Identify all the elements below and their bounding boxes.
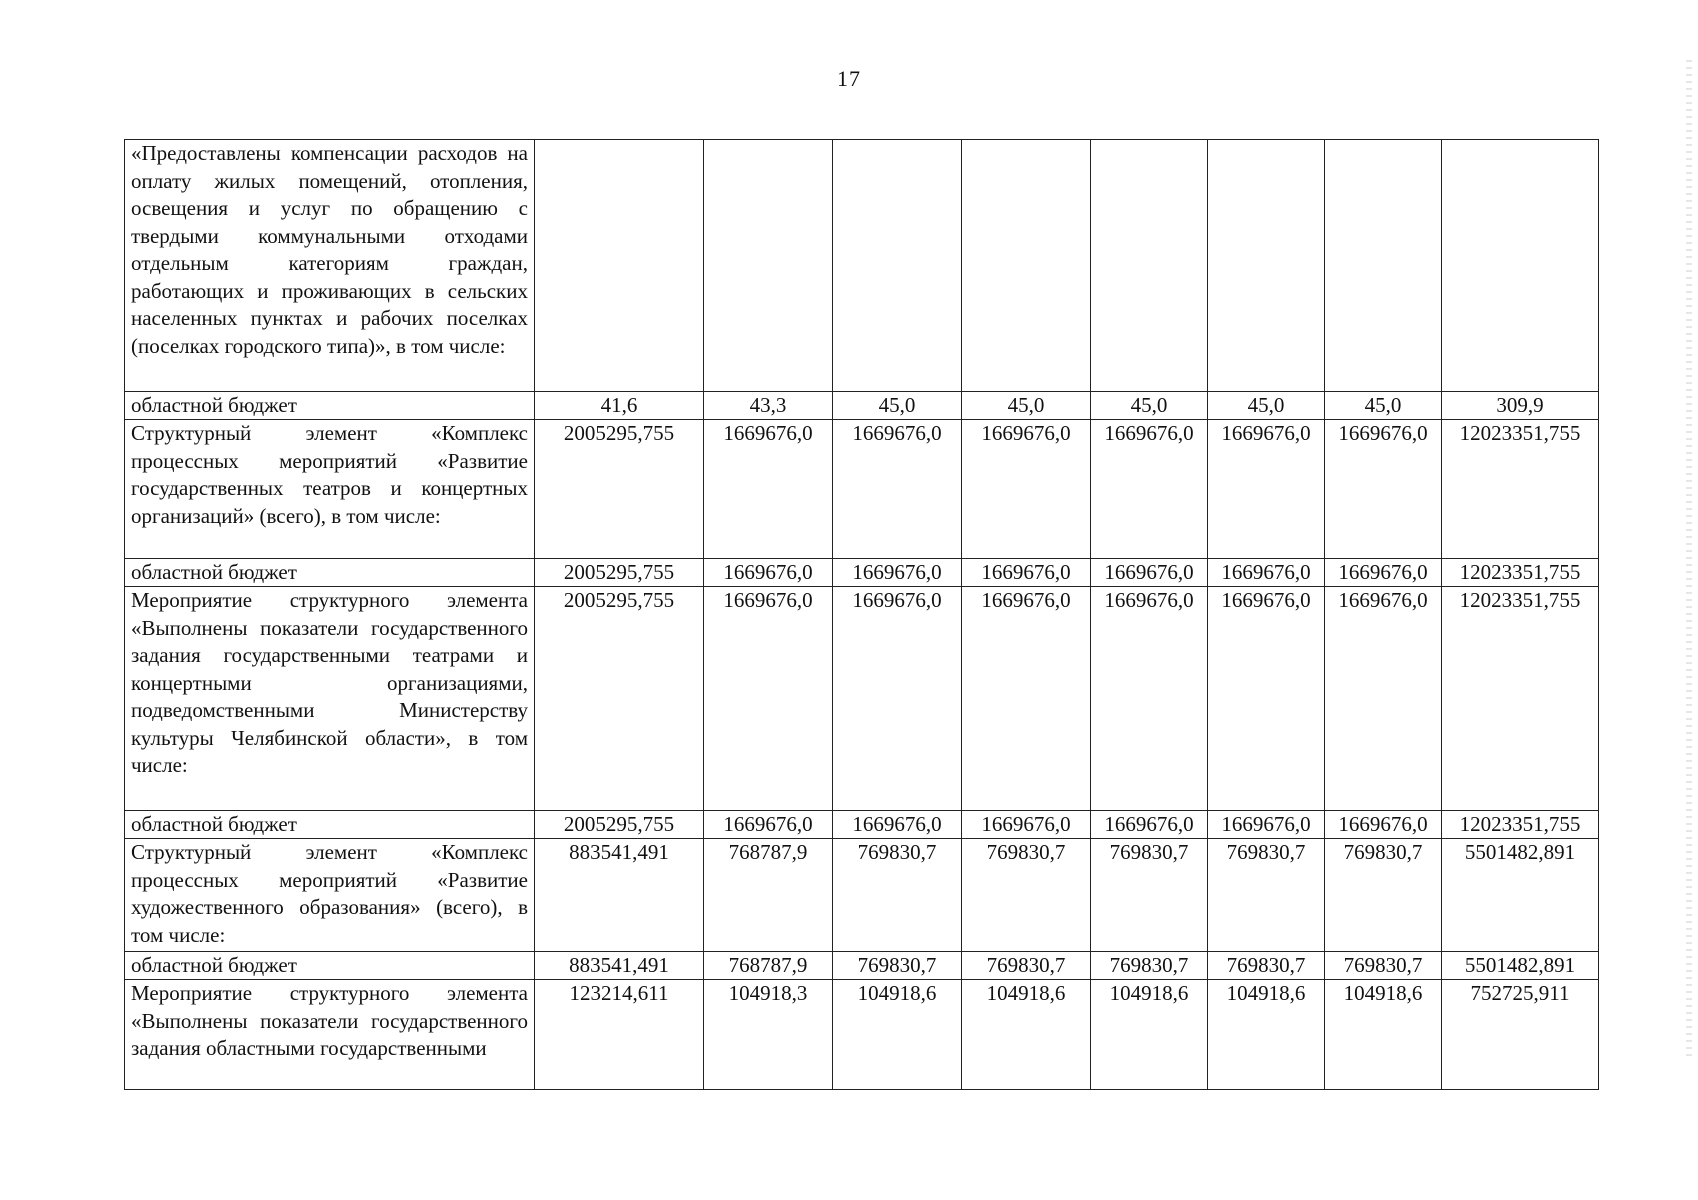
total-cell: 5501482,891 [1442,839,1599,952]
value-cell: 45,0 [1208,392,1325,420]
scan-edge-artifact [1686,60,1692,1060]
value-cell: 1669676,0 [1208,587,1325,811]
value-cell: 123214,611 [535,980,704,1090]
value-cell: 45,0 [1091,392,1208,420]
value-cell: 43,3 [704,392,833,420]
value-cell: 1669676,0 [1325,587,1442,811]
total-cell: 12023351,755 [1442,811,1599,839]
value-cell: 104918,6 [962,980,1091,1090]
value-cell: 1669676,0 [1091,420,1208,559]
total-cell: 752725,911 [1442,980,1599,1090]
value-cell: 1669676,0 [704,559,833,587]
value-cell: 769830,7 [962,839,1091,952]
total-cell: 12023351,755 [1442,420,1599,559]
table-row [125,140,1599,392]
value-cell: 769830,7 [1208,839,1325,952]
value-cell: 1669676,0 [833,587,962,811]
value-cell: 2005295,755 [535,811,704,839]
page-number: 17 [837,66,861,91]
value-cell: 1669676,0 [1325,559,1442,587]
value-cell: 41,6 [535,392,704,420]
row-label: Мероприятие структурного элемента «Выполнены показатели государственного задания государственными театрами и концертными организациями, подведомственными Министерству культуры Челябинской области», в том числе: [125,587,535,811]
value-cell: 769830,7 [833,839,962,952]
value-cell [704,140,833,392]
value-cell: 883541,491 [535,952,704,980]
total-cell: 309,9 [1442,392,1599,420]
value-cell: 1669676,0 [833,811,962,839]
table-row [125,587,1599,811]
row-label: областной бюджет [125,559,535,587]
value-cell: 769830,7 [962,952,1091,980]
value-cell: 1669676,0 [1091,587,1208,811]
value-cell: 1669676,0 [704,811,833,839]
value-cell: 104918,6 [1208,980,1325,1090]
total-cell: 12023351,755 [1442,559,1599,587]
value-cell: 104918,6 [833,980,962,1090]
value-cell: 768787,9 [704,952,833,980]
value-cell: 1669676,0 [833,420,962,559]
value-cell: 104918,6 [1091,980,1208,1090]
value-cell: 104918,6 [1325,980,1442,1090]
value-cell [1208,140,1325,392]
row-label: Структурный элемент «Комплекс процессных мероприятий «Развитие художественного образования» (всего), в том числе: [125,839,535,952]
row-label: областной бюджет [125,811,535,839]
total-cell: 5501482,891 [1442,952,1599,980]
value-cell: 1669676,0 [1325,811,1442,839]
value-cell: 1669676,0 [962,811,1091,839]
value-cell: 1669676,0 [833,559,962,587]
value-cell: 769830,7 [1091,952,1208,980]
value-cell: 104918,3 [704,980,833,1090]
value-cell: 2005295,755 [535,587,704,811]
row-label: Структурный элемент «Комплекс процессных мероприятий «Развитие государственных театров и концертных организаций» (всего), в том числе: [125,420,535,559]
total-cell [1442,140,1599,392]
table-row [125,420,1599,559]
value-cell: 769830,7 [1325,952,1442,980]
value-cell: 45,0 [1325,392,1442,420]
value-cell: 769830,7 [1091,839,1208,952]
value-cell: 769830,7 [833,952,962,980]
value-cell: 1669676,0 [962,420,1091,559]
value-cell: 1669676,0 [1091,559,1208,587]
value-cell: 45,0 [833,392,962,420]
value-cell: 1669676,0 [962,587,1091,811]
table-row [125,811,1599,839]
value-cell: 1669676,0 [1091,811,1208,839]
budget-table [124,139,1599,1090]
value-cell: 1669676,0 [1325,420,1442,559]
value-cell: 1669676,0 [704,587,833,811]
value-cell: 2005295,755 [535,420,704,559]
table-row [125,839,1599,952]
total-cell: 12023351,755 [1442,587,1599,811]
value-cell: 1669676,0 [704,420,833,559]
value-cell: 768787,9 [704,839,833,952]
table-row [125,952,1599,980]
value-cell [962,140,1091,392]
value-cell: 45,0 [962,392,1091,420]
row-label: Мероприятие структурного элемента «Выполнены показатели государственного задания областными государственными [125,980,535,1090]
value-cell: 1669676,0 [962,559,1091,587]
row-label: областной бюджет [125,952,535,980]
value-cell [1091,140,1208,392]
value-cell: 883541,491 [535,839,704,952]
table-row [125,980,1599,1090]
value-cell: 1669676,0 [1208,811,1325,839]
value-cell: 769830,7 [1325,839,1442,952]
value-cell [535,140,704,392]
value-cell: 1669676,0 [1208,559,1325,587]
table-row [125,559,1599,587]
value-cell: 1669676,0 [1208,420,1325,559]
table-row [125,392,1599,420]
row-label: «Предоставлены компенсации расходов на оплату жилых помещений, отопления, освещения и услуг по обращению с твердыми коммунальными отходами отдельным категориям граждан, работающих и проживающих в сельских населенных пунктах и рабочих поселках (поселках городского типа)», в том числе: [125,140,535,392]
value-cell [833,140,962,392]
row-label: областной бюджет [125,392,535,420]
value-cell: 769830,7 [1208,952,1325,980]
value-cell: 2005295,755 [535,559,704,587]
value-cell [1325,140,1442,392]
